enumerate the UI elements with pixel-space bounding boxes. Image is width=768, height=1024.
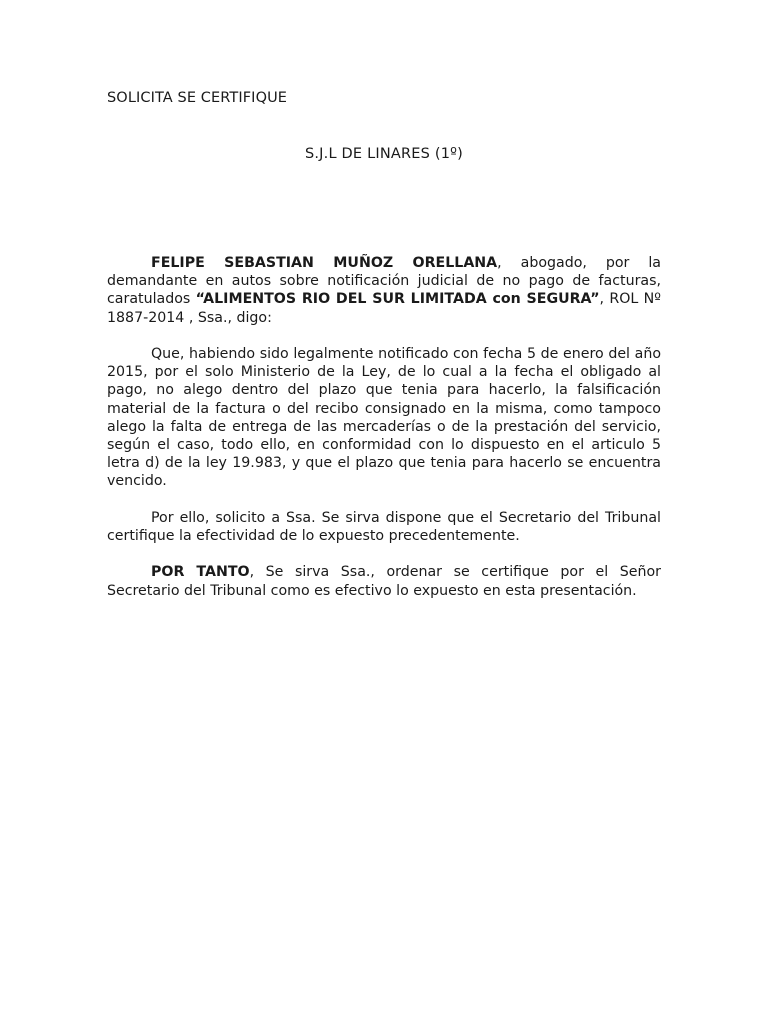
- intro-text-a: , abogado, por la demandante en autos sobre notificación judicial de no pago de facturas, caratulados: [107, 255, 661, 308]
- document-sumilla: SOLICITA SE CERTIFIQUE: [107, 90, 288, 106]
- petition-text: , Se sirva Ssa., ordenar se certifique por el Señor Secretario del Tribunal como es efectivo lo expuesto en esta presentación.: [107, 564, 661, 599]
- intro-text-b: , ROL Nº 1887-2014 , Ssa., digo:: [107, 291, 661, 326]
- intro-paragraph: [107, 254, 661, 327]
- petition-lead: POR TANTO: [151, 564, 250, 581]
- facts-paragraph: Que, habiendo sido legalmente notificado con fecha 5 de enero del año 2015, por el solo Ministerio de la Ley, de lo cual a la fecha el obligado al pago, no alego dentro del plazo que tenia para hacerlo, la falsificación material de la factura o del recibo consignado en la misma, como tampoco alego la falta de entrega de las mercaderías o de la prestación del servicio, según el caso, todo ello, en conformidad con lo dispuesto en el articulo 5 letra d) de la ley 19.983, y que el plazo que tenia para hacerlo se encuentra vencido.: [107, 346, 661, 490]
- court-heading: S.J.L DE LINARES (1º): [304, 146, 464, 162]
- request-paragraph: Por ello, solicito a Ssa. Se sirva dispone que el Secretario del Tribunal certifique la efectividad de lo expuesto precedentemente.: [107, 509, 661, 545]
- case-title: “ALIMENTOS RIO DEL SUR LIMITADA con SEGURA”: [195, 291, 600, 308]
- petition-paragraph: [107, 563, 661, 599]
- document-body: [107, 254, 661, 618]
- lawyer-name: FELIPE SEBASTIAN MUÑOZ ORELLANA: [151, 255, 498, 271]
